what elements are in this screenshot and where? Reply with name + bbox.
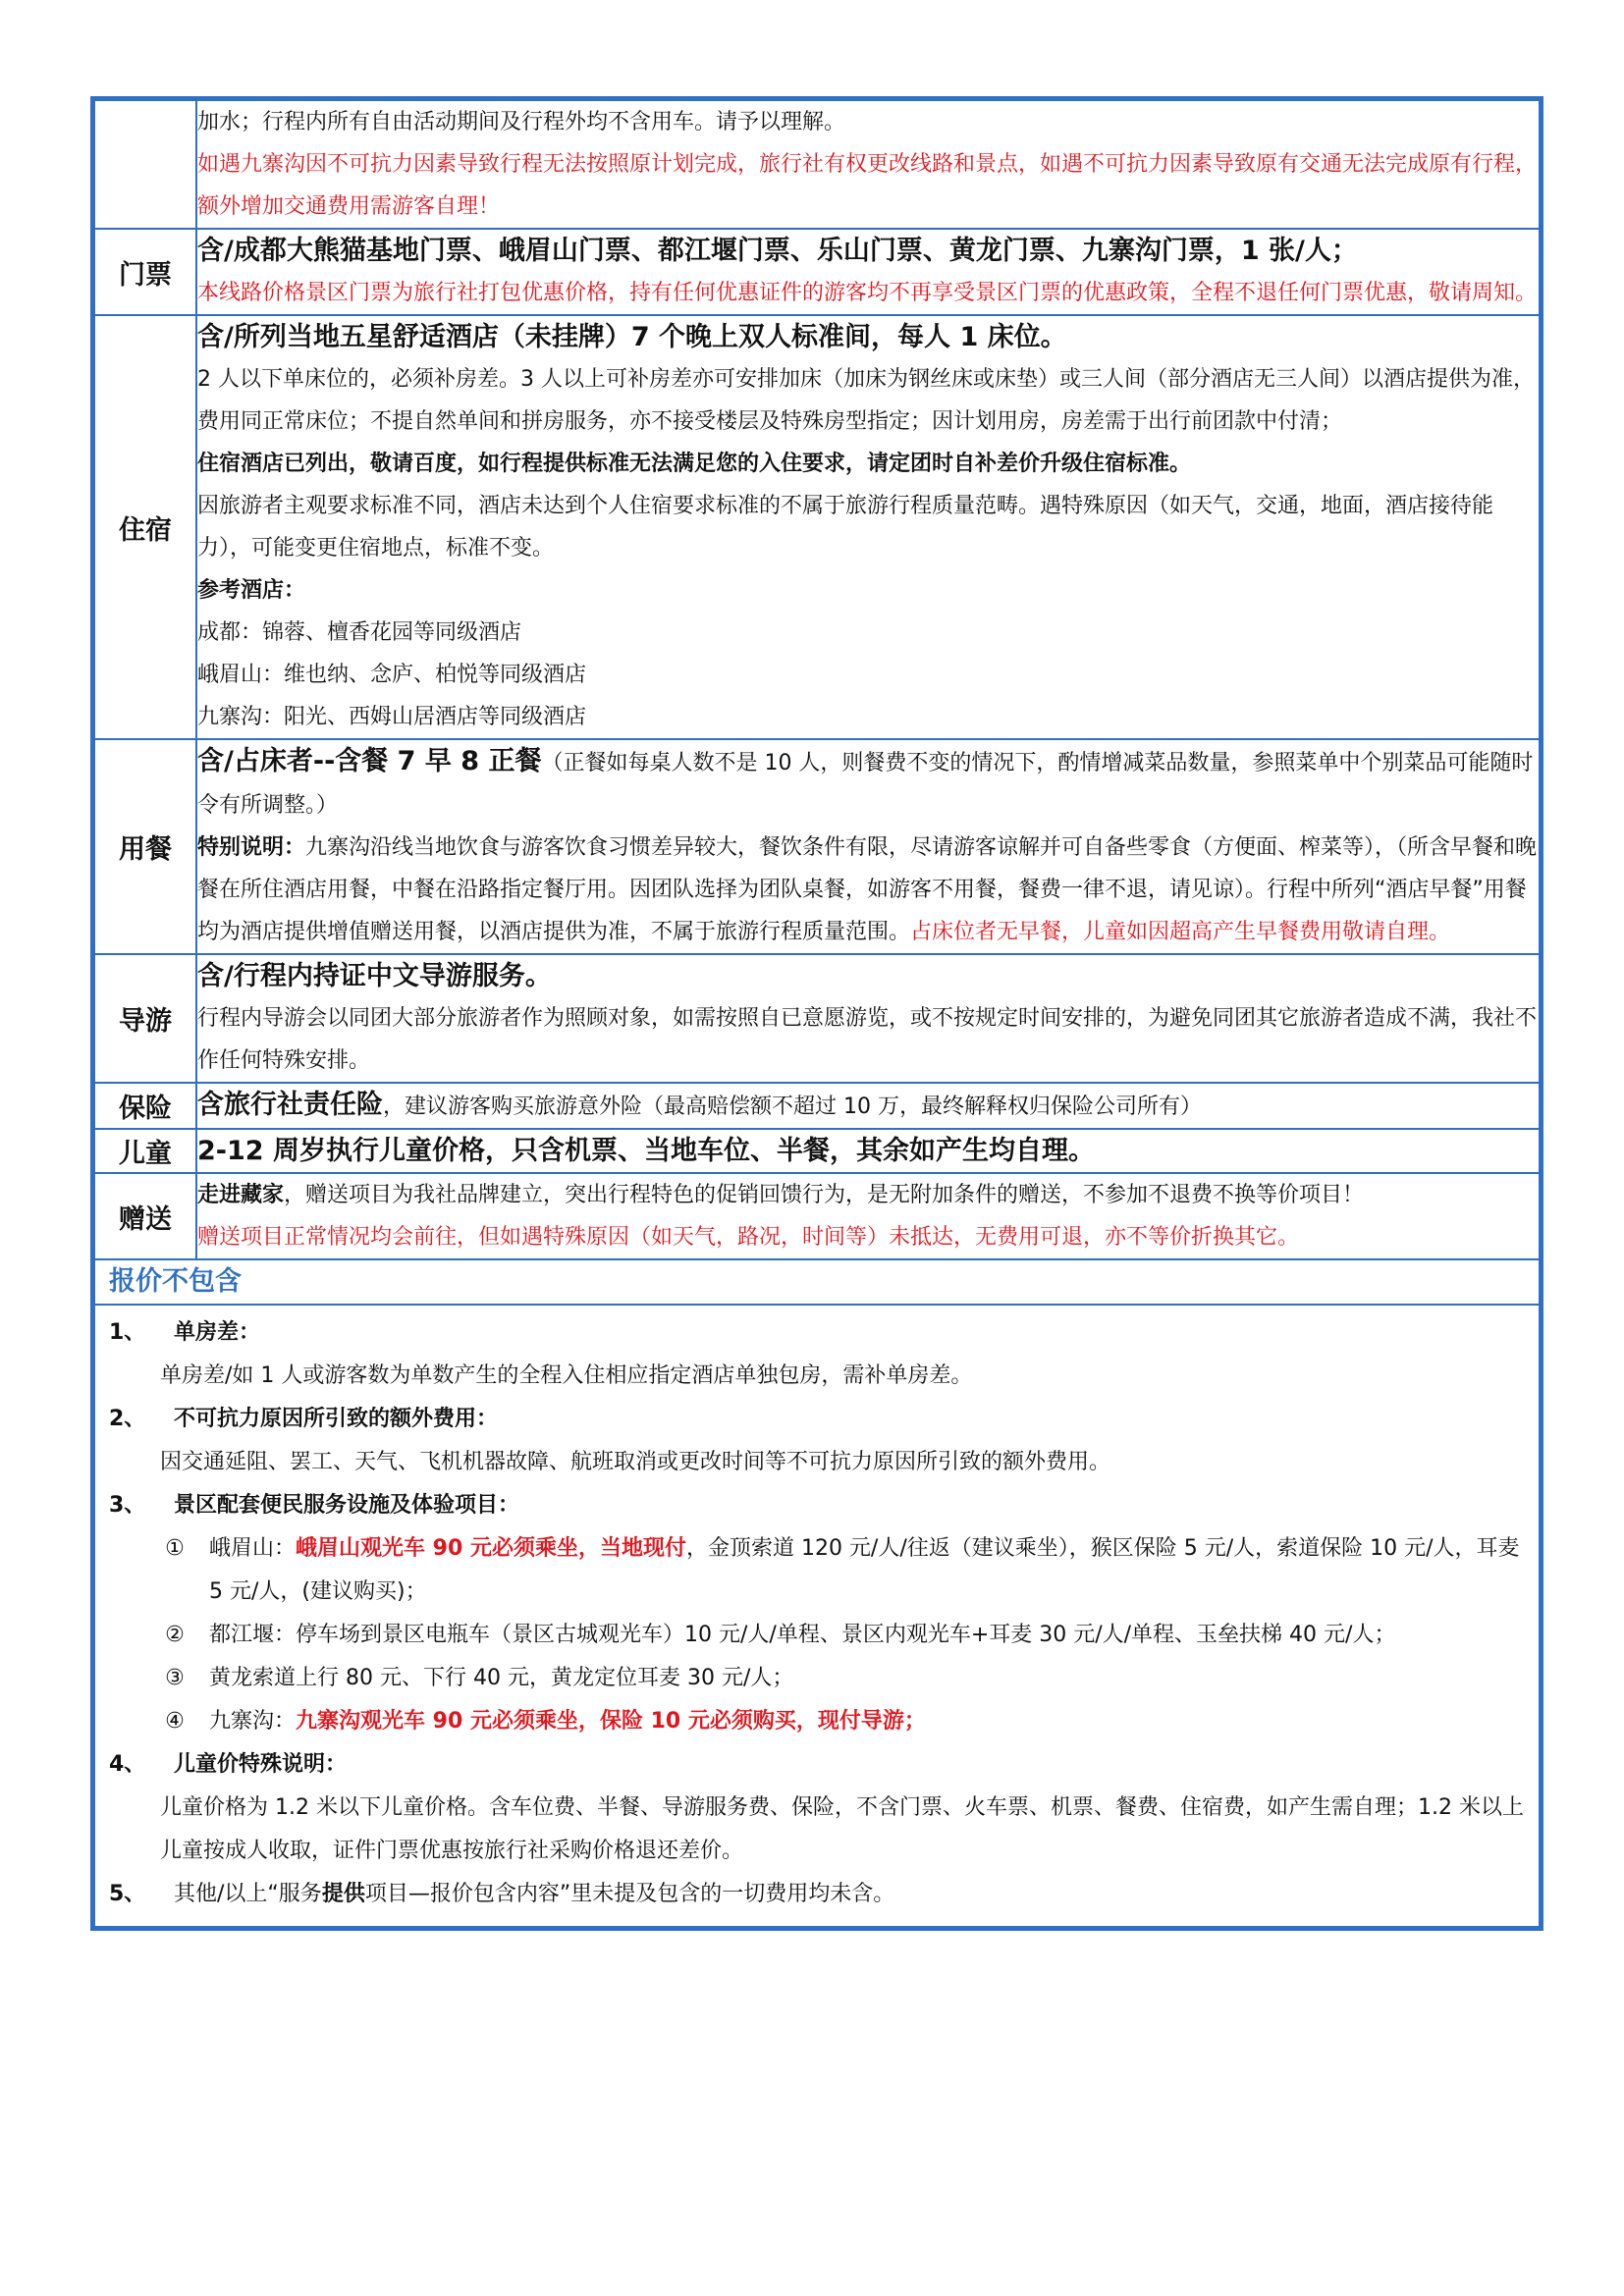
sub-item bbox=[95, 1700, 1539, 1743]
insurance-bold: 含旅行社责任险 bbox=[197, 1090, 383, 1120]
itinerary-document bbox=[90, 96, 1543, 1931]
sub-item-red: 峨眉山观光车 90 元必须乘坐，当地现付 bbox=[296, 1536, 686, 1561]
item-number: 5、 bbox=[109, 1882, 146, 1906]
row-excluded-title bbox=[94, 1259, 1540, 1305]
item-number: 2、 bbox=[109, 1407, 146, 1431]
item-last-post: 项目—报价包含内容”里未提及包含的一切费用均未含。 bbox=[364, 1882, 895, 1906]
meals-content bbox=[196, 739, 1540, 954]
hotel-ref-item: 成都：锦蓉、檀香花园等同级酒店 bbox=[197, 620, 522, 645]
row-label-meals: 用餐 bbox=[94, 739, 196, 954]
child-content bbox=[196, 1129, 1540, 1173]
transport-content bbox=[196, 100, 1540, 229]
item-number: 4、 bbox=[109, 1752, 146, 1777]
meals-head: 含/占床者--含餐 7 早 8 正餐 bbox=[197, 746, 542, 776]
row-label-insurance: 保险 bbox=[94, 1083, 196, 1129]
excluded-item-head bbox=[95, 1311, 1539, 1355]
item-text: 因交通延阻、罢工、天气、飞机机器故障、航班取消或更改时间等不可抗力原因所引致的额外费用。 bbox=[160, 1450, 1111, 1474]
hotel-p1: 2 人以下单床位的，必须补房差。3 人以上可补房差亦可安排加床（加床为钢丝床或床垫）或三人间（部分酒店无三人间）以酒店提供为准，费用同正常床位；不提自然单间和拼房服务，亦不接受楼层及特殊房型指定；因计划用房，房差需于出行前团款中付清； bbox=[197, 367, 1535, 434]
sub-item-post: ，金顶索道 120 元/人/往返（建议乘坐），猴区保险 5 元/人，索道保险 10 元/人，耳麦 5 元/人，(建议购买)； bbox=[209, 1536, 1520, 1604]
meals-special bbox=[197, 827, 1539, 953]
sub-item-marker: ② bbox=[165, 1623, 185, 1647]
row-guide bbox=[94, 954, 1540, 1083]
row-label-hotel: 住宿 bbox=[94, 315, 196, 739]
sub-item bbox=[95, 1527, 1539, 1614]
sub-item-red: 九寨沟观光车 90 元必须乘坐，保险 10 元必须购买，现付导游； bbox=[296, 1709, 926, 1734]
item-title: 儿童价特殊说明： bbox=[174, 1752, 348, 1777]
sub-item bbox=[95, 1657, 1539, 1700]
hotel-ref-title: 参考酒店： bbox=[197, 578, 306, 603]
hotel-ref-item: 峨眉山：维也纳、念庐、柏悦等同级酒店 bbox=[197, 663, 587, 687]
excluded-item-head bbox=[95, 1398, 1539, 1441]
hotel-p3: 因旅游者主观要求标准不同，酒店未达到个人住宿要求标准的不属于旅游行程质量范畴。遇特殊原因（如天气，交通，地面，酒店接待能力），可能变更住宿地点，标准不变。 bbox=[197, 494, 1494, 561]
transport-line: 加水；行程内所有自由活动期间及行程外均不含用车。请予以理解。 bbox=[197, 110, 846, 134]
item-title: 不可抗力原因所引致的额外费用： bbox=[174, 1407, 499, 1431]
sub-item-marker: ④ bbox=[165, 1709, 185, 1734]
excluded-item-last bbox=[95, 1873, 1539, 1916]
meals-head-line bbox=[197, 740, 1539, 827]
hotel-head: 含/所列当地五星舒适酒店（未挂牌）7 个晚上双人标准间，每人 1 床位。 bbox=[197, 322, 1067, 352]
sub-item-marker: ① bbox=[165, 1536, 185, 1561]
row-label-tickets: 门票 bbox=[94, 229, 196, 315]
row-transport bbox=[94, 100, 1540, 229]
child-text: 2-12 周岁执行儿童价格，只含机票、当地车位、半餐，其余如产生均自理。 bbox=[197, 1136, 1095, 1166]
row-label-empty bbox=[94, 100, 196, 229]
row-excluded-list bbox=[94, 1305, 1540, 1927]
item-last-bold: 提供 bbox=[321, 1882, 365, 1906]
item-text: 儿童价格为 1.2 米以下儿童价格。含车位费、半餐、导游服务费、保险，不含门票、火车票、机票、餐费、住宿费，如产生需自理；1.2 米以上儿童按成人收取，证件门票优惠按旅行社采购价格退还差价。 bbox=[160, 1795, 1524, 1863]
hotel-p2: 住宿酒店已列出，敬请百度，如行程提供标准无法满足您的入住要求，请定团时自补差价升级住宿标准。 bbox=[197, 452, 1192, 476]
sub-item-pre: 黄龙索道上行 80 元、下行 40 元，黄龙定位耳麦 30 元/人； bbox=[209, 1666, 794, 1690]
meals-head-note: （正餐如每桌人数不是 10 人，则餐费不变的情况下，酌情增减菜品数量，参照菜单中个别菜品可能随时令有所调整。） bbox=[197, 751, 1534, 818]
insurance-text: ，建议游客购买旅游意外险（最高赔偿额不超过 10 万，最终解释权归保险公司所有） bbox=[383, 1095, 1202, 1119]
tickets-content bbox=[196, 229, 1540, 315]
gift-content bbox=[196, 1173, 1540, 1259]
guide-content bbox=[196, 954, 1540, 1083]
sub-item-pre: 都江堰：停车场到景区电瓶车（景区古城观光车）10 元/人/单程、景区内观光车+耳麦 30 元/人/单程、玉垒扶梯 40 元/人； bbox=[209, 1623, 1396, 1647]
gift-line bbox=[197, 1174, 1539, 1216]
excluded-item-head bbox=[95, 1743, 1539, 1787]
insurance-content bbox=[196, 1083, 1540, 1129]
row-gift bbox=[94, 1173, 1540, 1259]
item-number: 1、 bbox=[109, 1320, 146, 1345]
tickets-note: 本线路价格景区门票为旅行社打包优惠价格，持有任何优惠证件的游客均不再享受景区门票的优惠政策，全程不退任何门票优惠，敬请周知。 bbox=[197, 281, 1538, 305]
meals-special-label: 特别说明： bbox=[197, 835, 306, 860]
excluded-list bbox=[94, 1305, 1540, 1927]
sub-item-marker: ③ bbox=[165, 1666, 185, 1690]
gift-bold: 走进藏家 bbox=[197, 1183, 285, 1207]
item-title: 单房差： bbox=[174, 1320, 261, 1345]
sub-item-pre: 峨眉山： bbox=[209, 1536, 297, 1561]
item-last-pre: 其他/以上“服务 bbox=[174, 1882, 322, 1906]
row-insurance bbox=[94, 1083, 1540, 1129]
row-hotel bbox=[94, 315, 1540, 739]
meals-special-text: 九寨沟沿线当地饮食与游客饮食习惯差异较大，餐饮条件有限，尽请游客谅解并可自备些零食（方便面、榨菜等），（所含早餐和晚餐在所住酒店用餐，中餐在沿路指定餐厅用。因团队选择为团队桌餐，如游客不用餐，餐费一律不退，请见谅）。行程中所列“酒店早餐”用餐均为酒店提供增值赠送用餐，以酒店提供为准，不属于旅游行程质量范围。 bbox=[197, 835, 1538, 944]
row-label-child: 儿童 bbox=[94, 1129, 196, 1173]
excluded-item-head bbox=[95, 1484, 1539, 1527]
item-number: 3、 bbox=[109, 1493, 146, 1518]
row-label-guide: 导游 bbox=[94, 954, 196, 1083]
row-label-gift: 赠送 bbox=[94, 1173, 196, 1259]
tickets-head: 含/成都大熊猫基地门票、峨眉山门票、都江堰门票、乐山门票、黄龙门票、九寨沟门票，1 张/人； bbox=[197, 236, 1358, 266]
gift-text: ，赠送项目为我社品牌建立，突出行程特色的促销回馈行为，是无附加条件的赠送，不参加不退费不换等价项目！ bbox=[284, 1183, 1365, 1207]
fee-table bbox=[93, 99, 1541, 1928]
gift-red: 赠送项目正常情况均会前往，但如遇特殊原因（如天气，路况，时间等）未抵达，无费用可退，亦不等价折换其它。 bbox=[197, 1225, 1300, 1250]
row-tickets bbox=[94, 229, 1540, 315]
sub-item bbox=[95, 1614, 1539, 1657]
meals-special-red: 占床位者无早餐，儿童如因超高产生早餐费用敬请自理。 bbox=[910, 920, 1451, 944]
excluded-title: 报价不包含 bbox=[94, 1259, 1540, 1305]
item-title: 景区配套便民服务设施及体验项目： bbox=[174, 1493, 520, 1518]
row-child bbox=[94, 1129, 1540, 1173]
insurance-line bbox=[197, 1084, 1539, 1128]
hotel-ref-item: 九寨沟：阳光、西姆山居酒店等同级酒店 bbox=[197, 705, 587, 729]
row-meals bbox=[94, 739, 1540, 954]
sub-item-pre: 九寨沟： bbox=[209, 1709, 297, 1734]
item-text: 单房差/如 1 人或游客数为单数产生的全程入住相应指定酒店单独包房，需补单房差。 bbox=[160, 1363, 973, 1388]
transport-warning: 如遇九寨沟因不可抗力因素导致行程无法按照原计划完成，旅行社有权更改线路和景点，如遇不可抗力因素导致原有交通无法完成原有行程，额外增加交通费用需游客自理！ bbox=[197, 152, 1538, 219]
hotel-content bbox=[196, 315, 1540, 739]
guide-head: 含/行程内持证中文导游服务。 bbox=[197, 961, 552, 991]
guide-text: 行程内导游会以同团大部分旅游者作为照顾对象，如需按照自已意愿游览，或不按规定时间安排的，为避免同团其它旅游者造成不满，我社不作任何特殊安排。 bbox=[197, 1006, 1538, 1073]
